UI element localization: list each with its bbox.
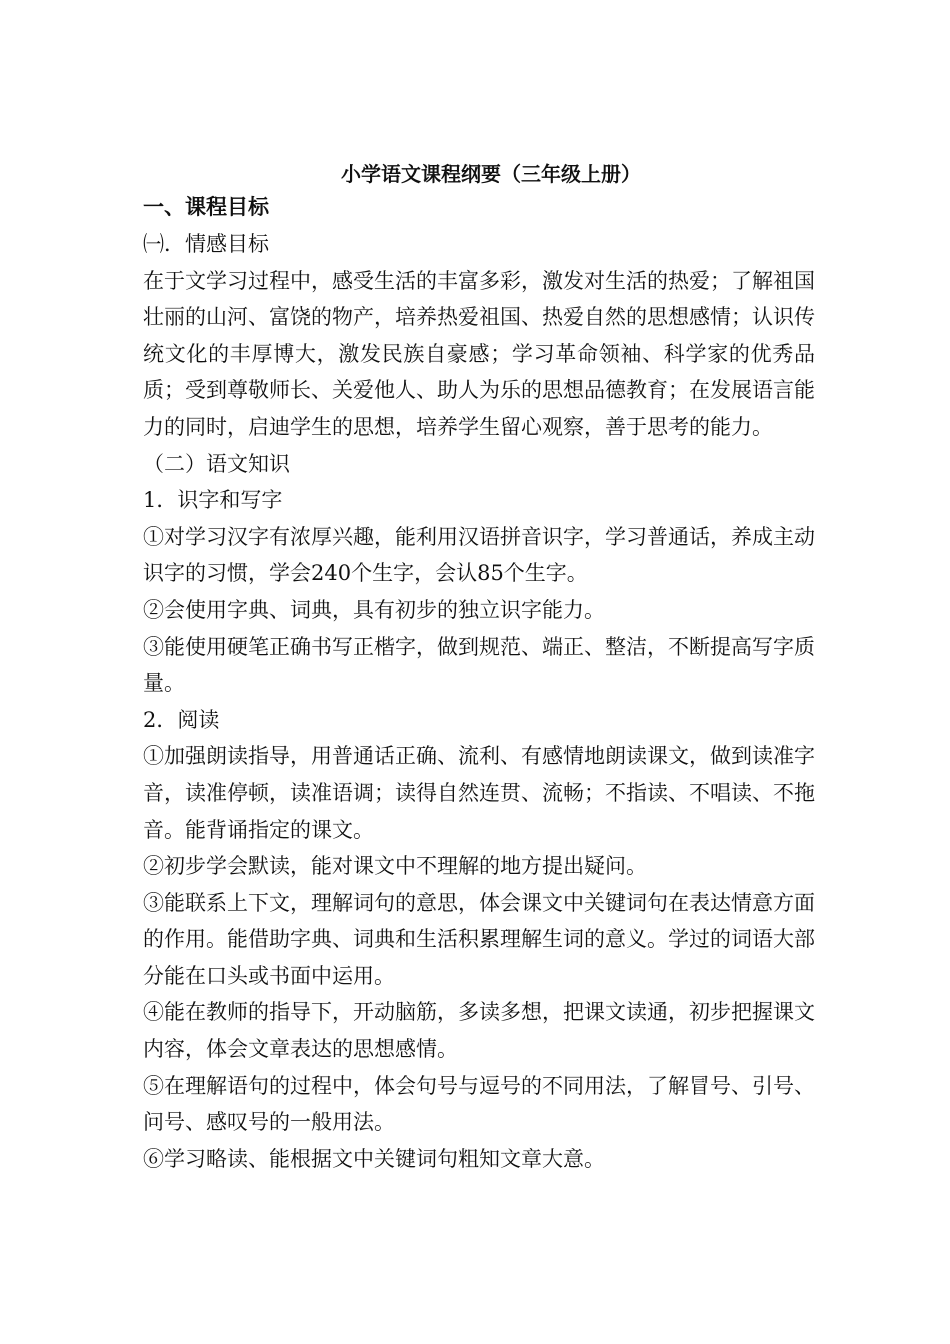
section-heading-course-goals: 一、课程目标 <box>143 194 269 219</box>
list-item: ③能使用硬笔正确书写正楷字，做到规范、端正、整洁，不断提高写字质量。 <box>143 634 815 696</box>
subsection-heading-emotional-goals: ㈠．情感目标 <box>143 232 269 256</box>
part-heading-reading: 2．阅读 <box>143 707 220 732</box>
list-item: ②会使用字典、词典，具有初步的独立识字能力。 <box>143 597 605 622</box>
list-item: ②初步学会默读，能对课文中不理解的地方提出疑问。 <box>143 854 647 879</box>
list-item: ③能联系上下文，理解词句的意思，体会课文中关键词句在表达情意方面的作用。能借助字典、词典和生活积累理解生词的意义。学过的词语大部分能在口头或书面中运用。 <box>143 890 815 988</box>
part-heading-literacy-writing: 1．识字和写字 <box>143 488 283 513</box>
list-item: ①加强朗读指导，用普通话正确、流利、有感情地朗读课文，做到读准字音，读准停顿，读准语调；读得自然连贯、流畅；不指读、不唱读、不拖音。能背诵指定的课文。 <box>143 744 815 842</box>
emotional-goals-paragraph: 在于文学习过程中，感受生活的丰富多彩，激发对生活的热爱；了解祖国壮丽的山河、富饶的物产，培养热爱祖国、热爱自然的思想感情；认识传统文化的丰厚博大，激发民族自豪感；学习革命领袖、科学家的优秀品质；受到尊敬师长、关爱他人、助人为乐的思想品德教育；在发展语言能力的同时，启迪学生的思想，培养学生留心观察，善于思考的能力。 <box>143 268 815 439</box>
list-item: ①对学习汉字有浓厚兴趣，能利用汉语拼音识字，学习普通话，养成主动识字的习惯，学会240个生字，会认85个生字。 <box>143 524 815 586</box>
subsection-heading-language-knowledge: （二）语文知识 <box>143 451 290 476</box>
document-body <box>143 156 815 1177</box>
list-item: ⑤在理解语句的过程中，体会句号与逗号的不同用法，了解冒号、引号、问号、感叹号的一般用法。 <box>143 1073 815 1135</box>
list-item: ⑥学习略读、能根据文中关键词句粗知文章大意。 <box>143 1146 605 1171</box>
list-item: ④能在教师的指导下，开动脑筋，多读多想，把课文读通，初步把握课文内容，体会文章表达的思想感情。 <box>143 1000 815 1062</box>
document-title: 小学语文课程纲要（三年级上册） <box>341 162 641 186</box>
